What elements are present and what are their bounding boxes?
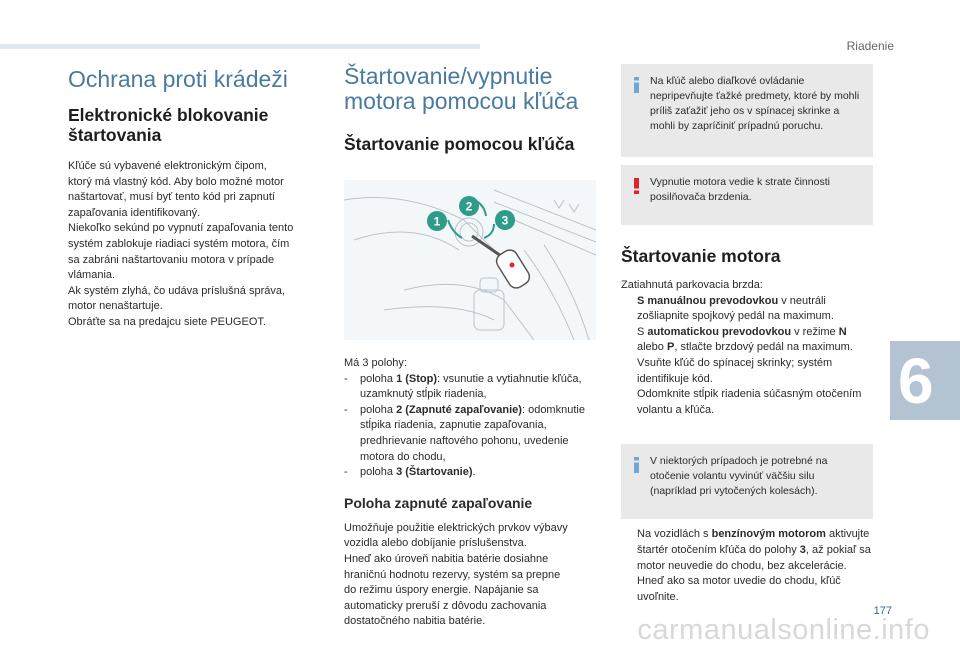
section-heading-engine-start: Štartovanie motora [621,246,781,266]
text-run-bold: P [666,341,675,354]
position-name: 2 (Zapnuté zapaľovanie) [396,403,522,416]
section-heading-immobiliser: Elektronické blokovanie štartovania [68,105,269,145]
immobiliser-text [68,159,320,331]
section-heading-ignition-on: Poloha zapnuté zapaľovanie [344,494,533,511]
text-line: dostatočného nabitia batérie. [344,615,486,628]
petrol-note-list [621,527,873,605]
list-dash: - [344,403,348,416]
text-run: : vsunutie a vytiahnutie kľúča, uzamknutý stĺpik riadenia, [360,372,582,401]
text-line: naštartovať, musí byť tento kód pri zapnutí [68,191,275,204]
info-callout [621,64,873,157]
steps-intro: Zatiahnutá parkovacia brzda: [621,279,763,291]
positions-list [344,372,596,481]
page-number: 177 [873,605,892,617]
chapter-number: 6 [898,345,934,417]
text-line: Kľúče sú vybavené elektronickým čipom, [68,160,267,172]
list-item [621,356,873,387]
column-middle [344,64,596,630]
text-run: v režime [791,325,839,338]
position-name: 1 (Stop) [396,372,438,385]
ignition-key-illustration [344,180,596,340]
ignition-illustration-svg [344,180,596,340]
list-item [344,372,596,403]
column-right [621,64,873,605]
text-line: automaticky preruší z dôvodu zachovania [344,599,547,612]
list-item [621,387,873,418]
text-line: Niekoľko sekúnd po vypnutí zapaľovania tento [68,222,294,235]
position-name: 3 (Štartovanie) [396,466,473,479]
text-line: vlámania. [68,269,116,282]
info-icon [630,457,643,473]
start-steps-list [621,294,873,419]
text-run: . [472,466,476,479]
list-item [344,403,596,465]
chapter-title-line: motora pomocou kľúča [344,88,579,114]
info-text: Na kľúč alebo diaľkové ovládanie nepripevňujte ťažké predmety, ktoré by mohli príliš zaťažiť jeho os v spínacej skrinke a mohli by zapríčiniť prípadnú poruchu. [650,75,860,132]
text-line: sa zabráni naštartovaniu motora v prípade [68,253,275,266]
text-line: hraničnú hodnotu rezervy, systém sa prepne [344,568,561,581]
callout-badge-1 [427,211,447,231]
text-line: zapaľovania identifikovaný. [68,206,201,219]
text-line: motor nenaštartuje. [68,300,163,313]
callout-badge-3 [495,210,515,230]
list-item [621,527,873,605]
text-line: Obráťte sa na predajcu siete PEUGEOT. [68,315,266,328]
text-run: : odomknutie stĺpika riadenia, zapnutie zapaľovania, predhrievanie naftového pohonu, uvedenie motora do chodu, [360,403,585,463]
info-callout [621,444,873,519]
list-dash: - [344,372,348,385]
chapter-tab [890,341,960,420]
text-run: Na vozidlách s [637,528,712,541]
text-line: Ak systém zlyhá, čo udáva príslušná správa, [68,284,286,297]
text-run-bold: 3 [799,543,806,556]
text-run: poloha [360,372,397,385]
text-run-bold: S manuálnou prevodovkou [637,294,779,307]
text-line: systém zablokuje riadiaci systém motora, čím [68,237,290,250]
text-run: alebo [637,341,667,354]
text-run: Odomknite stĺpik riadenia súčasným otočením volantu a kľúča. [637,388,862,416]
list-dash: - [344,466,348,479]
warning-icon [630,178,643,194]
text-line: Umožňuje použitie elektrických prvkov výbavy [344,521,568,534]
text-run: v neutráli zošliapnite spojkový pedál na maximum. [637,294,834,323]
text-run: aktivujte štartér otočením kľúča do polohy [637,528,870,556]
info-icon [630,77,643,93]
text-run-bold: benzínovým motorom [711,528,826,541]
ignition-on-text [344,521,596,630]
text-run-bold: automatickou prevodovkou [647,325,792,338]
warning-callout [621,165,873,225]
list-item [621,325,873,356]
warning-text: Vypnutie motora vedie k strate činnosti posilňovača brzdenia. [650,176,830,203]
chapter-title [344,64,596,114]
callout-number: 2 [465,199,473,214]
key-fob [472,236,532,291]
text-run: S [637,325,648,338]
section-label: Riadenie [846,39,894,53]
callout-badge-2 [459,196,479,216]
positions-intro: Má 3 polohy: [344,357,407,369]
text-run: Vsuňte kľúč do spínacej skrinky; systém identifikuje kód. [637,356,833,385]
header-rule [0,44,480,49]
page-title: Ochrana proti krádeži [68,66,288,92]
callout-number: 3 [501,213,509,228]
callout-number: 1 [433,214,441,229]
text-line: do režimu úspory energie. Napájanie sa [344,584,539,597]
text-line: ktorý má vlastný kód. Aby bolo možné motor [68,175,284,188]
column-left [68,64,320,331]
text-run: , stlačte brzdový pedál na maximum. [674,341,853,354]
text-run: , až pokiaľ sa motor neuvedie do chodu, bez akcelerácie. Hneď ako sa motor uvedie do chodu, kľúč uvoľnite. [637,543,871,603]
text-run-bold: N [838,325,847,338]
text-run: poloha [360,403,397,416]
section-heading-key-start: Štartovanie pomocou kľúča [344,134,575,154]
text-run: poloha [360,466,397,479]
watermark: carmanualsonline.info [637,614,930,646]
text-line: Hneď ako úroveň nabitia batérie dosiahne [344,552,549,565]
list-item [344,465,596,481]
chapter-title-line: Štartovanie/vypnutie [344,63,553,89]
text-line: vozidla alebo dobíjanie príslušenstva. [344,537,527,550]
list-item [621,294,873,325]
info-text: V niektorých prípadoch je potrebné na otočenie volantu vyvinúť väčšiu silu (napríklad pri vytočených kolesách). [650,455,828,498]
